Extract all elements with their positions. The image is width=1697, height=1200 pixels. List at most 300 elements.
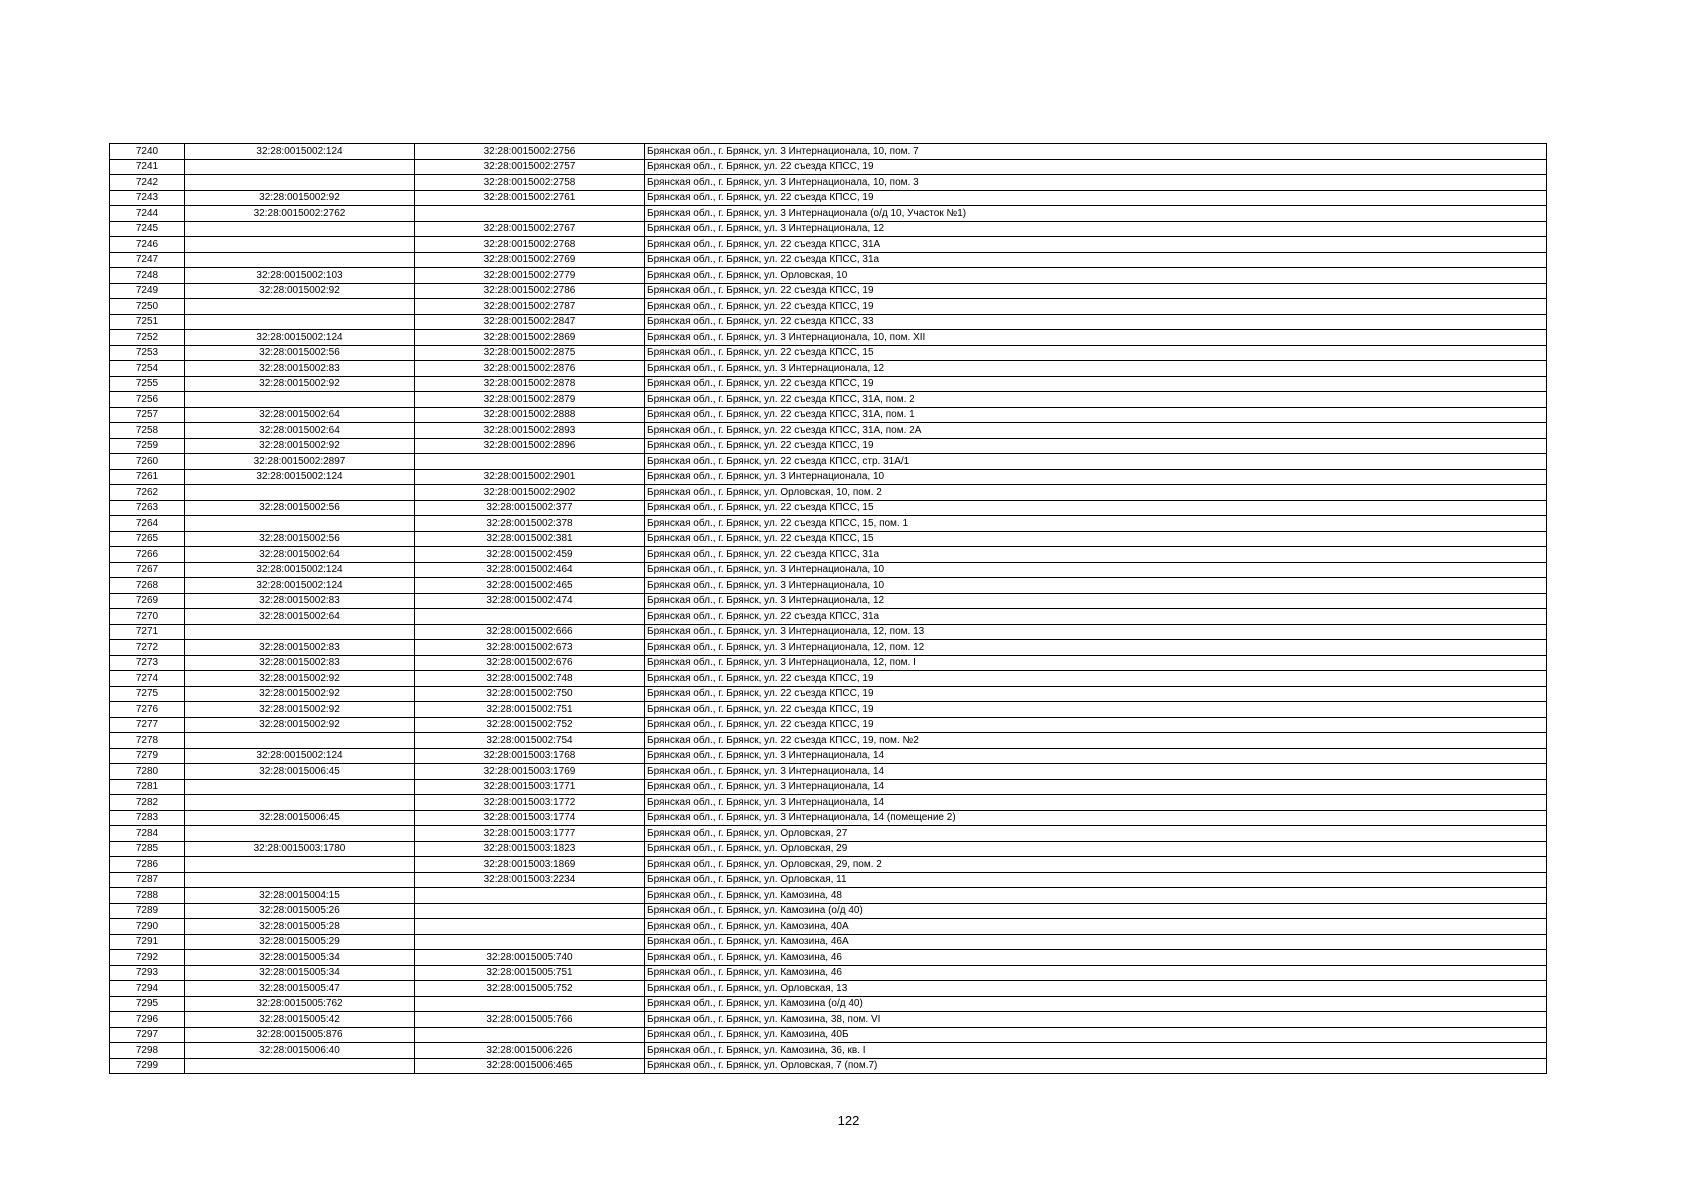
object-cadastral-number-cell: 32:28:0015002:2757 (415, 159, 645, 175)
record-number-cell: 7294 (110, 981, 185, 997)
table-row (110, 919, 1547, 935)
address-cell: Брянская обл., г. Брянск, ул. Орловская, 11 (645, 872, 1547, 888)
address-cell: Брянская обл., г. Брянск, ул. 3 Интернационала, 12, пом. 13 (645, 624, 1547, 640)
land-cadastral-number-cell: 32:28:0015002:56 (185, 500, 415, 516)
object-cadastral-number-cell (415, 934, 645, 950)
record-number-cell: 7281 (110, 779, 185, 795)
land-cadastral-number-cell: 32:28:0015002:124 (185, 144, 415, 160)
record-number-cell: 7269 (110, 593, 185, 609)
record-number-cell: 7242 (110, 175, 185, 191)
land-cadastral-number-cell (185, 237, 415, 253)
land-cadastral-number-cell: 32:28:0015002:92 (185, 702, 415, 718)
record-number-cell: 7284 (110, 826, 185, 842)
address-cell: Брянская обл., г. Брянск, ул. 22 съезда КПСС, 31А, пом. 2А (645, 423, 1547, 439)
object-cadastral-number-cell: 32:28:0015002:2756 (415, 144, 645, 160)
object-cadastral-number-cell: 32:28:0015002:464 (415, 562, 645, 578)
record-number-cell: 7270 (110, 609, 185, 625)
table-row (110, 655, 1547, 671)
land-cadastral-number-cell: 32:28:0015002:124 (185, 578, 415, 594)
object-cadastral-number-cell: 32:28:0015003:2234 (415, 872, 645, 888)
land-cadastral-number-cell (185, 826, 415, 842)
land-cadastral-number-cell: 32:28:0015003:1780 (185, 841, 415, 857)
page-number: 122 (837, 1113, 860, 1128)
address-cell: Брянская обл., г. Брянск, ул. 22 съезда КПСС, 19 (645, 686, 1547, 702)
address-cell: Брянская обл., г. Брянск, ул. Орловская, 27 (645, 826, 1547, 842)
table-row (110, 547, 1547, 563)
table-row (110, 981, 1547, 997)
address-cell: Брянская обл., г. Брянск, ул. 22 съезда КПСС, 31А (645, 237, 1547, 253)
address-cell: Брянская обл., г. Брянск, ул. 22 съезда КПСС, 19 (645, 376, 1547, 392)
address-cell: Брянская обл., г. Брянск, ул. Камозина (о/д 40) (645, 996, 1547, 1012)
record-number-cell: 7252 (110, 330, 185, 346)
record-number-cell: 7263 (110, 500, 185, 516)
table-row (110, 438, 1547, 454)
land-cadastral-number-cell: 32:28:0015005:762 (185, 996, 415, 1012)
record-number-cell: 7287 (110, 872, 185, 888)
object-cadastral-number-cell: 32:28:0015002:2758 (415, 175, 645, 191)
address-cell: Брянская обл., г. Брянск, ул. Орловская, 10 (645, 268, 1547, 284)
land-cadastral-number-cell: 32:28:0015002:92 (185, 717, 415, 733)
record-number-cell: 7247 (110, 252, 185, 268)
object-cadastral-number-cell: 32:28:0015002:748 (415, 671, 645, 687)
land-cadastral-number-cell: 32:28:0015002:56 (185, 531, 415, 547)
address-cell: Брянская обл., г. Брянск, ул. 22 съезда КПСС, 19, пом. №2 (645, 733, 1547, 749)
address-cell: Брянская обл., г. Брянск, ул. Камозина, 40Б (645, 1027, 1547, 1043)
land-cadastral-number-cell: 32:28:0015002:64 (185, 547, 415, 563)
table-row (110, 500, 1547, 516)
table-row (110, 221, 1547, 237)
record-number-cell: 7276 (110, 702, 185, 718)
land-cadastral-number-cell: 32:28:0015004:15 (185, 888, 415, 904)
record-number-cell: 7262 (110, 485, 185, 501)
address-cell: Брянская обл., г. Брянск, ул. Камозина, 38, пом. VI (645, 1012, 1547, 1028)
address-cell: Брянская обл., г. Брянск, ул. 3 Интернационала, 12 (645, 221, 1547, 237)
table-row (110, 671, 1547, 687)
object-cadastral-number-cell: 32:28:0015002:378 (415, 516, 645, 532)
record-number-cell: 7243 (110, 190, 185, 206)
record-number-cell: 7274 (110, 671, 185, 687)
record-number-cell: 7285 (110, 841, 185, 857)
address-cell: Брянская обл., г. Брянск, ул. 3 Интернационала (о/д 10, Участок №1) (645, 206, 1547, 222)
address-cell: Брянская обл., г. Брянск, ул. 3 Интернационала, 14 (645, 795, 1547, 811)
land-cadastral-number-cell: 32:28:0015002:92 (185, 686, 415, 702)
object-cadastral-number-cell (415, 888, 645, 904)
land-cadastral-number-cell (185, 516, 415, 532)
address-cell: Брянская обл., г. Брянск, ул. 3 Интернационала, 12 (645, 593, 1547, 609)
record-number-cell: 7266 (110, 547, 185, 563)
object-cadastral-number-cell: 32:28:0015002:2876 (415, 361, 645, 377)
table-row (110, 407, 1547, 423)
land-cadastral-number-cell (185, 795, 415, 811)
address-cell: Брянская обл., г. Брянск, ул. 22 съезда КПСС, 19 (645, 299, 1547, 315)
object-cadastral-number-cell: 32:28:0015002:666 (415, 624, 645, 640)
object-cadastral-number-cell: 32:28:0015002:459 (415, 547, 645, 563)
object-cadastral-number-cell: 32:28:0015002:2787 (415, 299, 645, 315)
object-cadastral-number-cell: 32:28:0015003:1823 (415, 841, 645, 857)
table-row (110, 609, 1547, 625)
record-number-cell: 7298 (110, 1043, 185, 1059)
land-cadastral-number-cell: 32:28:0015002:124 (185, 469, 415, 485)
object-cadastral-number-cell: 32:28:0015003:1771 (415, 779, 645, 795)
land-cadastral-number-cell (185, 314, 415, 330)
land-cadastral-number-cell: 32:28:0015002:56 (185, 345, 415, 361)
land-cadastral-number-cell: 32:28:0015002:103 (185, 268, 415, 284)
address-cell: Брянская обл., г. Брянск, ул. 3 Интернационала, 14 (645, 748, 1547, 764)
object-cadastral-number-cell: 32:28:0015003:1777 (415, 826, 645, 842)
land-cadastral-number-cell: 32:28:0015002:92 (185, 376, 415, 392)
table-row (110, 314, 1547, 330)
table-row (110, 764, 1547, 780)
object-cadastral-number-cell: 32:28:0015002:2761 (415, 190, 645, 206)
address-cell: Брянская обл., г. Брянск, ул. 22 съезда КПСС, 19 (645, 717, 1547, 733)
land-cadastral-number-cell: 32:28:0015002:64 (185, 609, 415, 625)
address-cell: Брянская обл., г. Брянск, ул. Орловская, 7 (пом.7) (645, 1058, 1547, 1074)
record-number-cell: 7244 (110, 206, 185, 222)
land-cadastral-number-cell: 32:28:0015002:124 (185, 748, 415, 764)
table-row (110, 454, 1547, 470)
address-cell: Брянская обл., г. Брянск, ул. 3 Интернационала, 14 (645, 779, 1547, 795)
table-row (110, 1058, 1547, 1074)
address-cell: Брянская обл., г. Брянск, ул. 3 Интернационала, 10, пом. XII (645, 330, 1547, 346)
table-row (110, 392, 1547, 408)
record-number-cell: 7254 (110, 361, 185, 377)
table-row (110, 872, 1547, 888)
address-cell: Брянская обл., г. Брянск, ул. 22 съезда КПСС, 15 (645, 345, 1547, 361)
table-row (110, 857, 1547, 873)
address-cell: Брянская обл., г. Брянск, ул. 3 Интернационала, 10, пом. 7 (645, 144, 1547, 160)
table-row (110, 779, 1547, 795)
record-number-cell: 7267 (110, 562, 185, 578)
address-cell: Брянская обл., г. Брянск, ул. Камозина, 36, кв. I (645, 1043, 1547, 1059)
table-row (110, 423, 1547, 439)
address-cell: Брянская обл., г. Брянск, ул. 3 Интернационала, 12 (645, 361, 1547, 377)
object-cadastral-number-cell: 32:28:0015002:381 (415, 531, 645, 547)
land-cadastral-number-cell: 32:28:0015006:45 (185, 810, 415, 826)
land-cadastral-number-cell: 32:28:0015002:83 (185, 655, 415, 671)
address-cell: Брянская обл., г. Брянск, ул. 3 Интернационала, 10 (645, 469, 1547, 485)
table-row (110, 1027, 1547, 1043)
address-cell: Брянская обл., г. Брянск, ул. Камозина, 48 (645, 888, 1547, 904)
record-number-cell: 7240 (110, 144, 185, 160)
land-cadastral-number-cell: 32:28:0015002:83 (185, 593, 415, 609)
land-cadastral-number-cell (185, 733, 415, 749)
land-cadastral-number-cell (185, 175, 415, 191)
table-row (110, 888, 1547, 904)
record-number-cell: 7288 (110, 888, 185, 904)
object-cadastral-number-cell (415, 454, 645, 470)
land-cadastral-number-cell (185, 485, 415, 501)
object-cadastral-number-cell: 32:28:0015003:1768 (415, 748, 645, 764)
record-number-cell: 7290 (110, 919, 185, 935)
table-row (110, 717, 1547, 733)
object-cadastral-number-cell: 32:28:0015002:474 (415, 593, 645, 609)
record-number-cell: 7299 (110, 1058, 185, 1074)
record-number-cell: 7272 (110, 640, 185, 656)
record-number-cell: 7248 (110, 268, 185, 284)
land-cadastral-number-cell: 32:28:0015006:45 (185, 764, 415, 780)
address-cell: Брянская обл., г. Брянск, ул. Камозина (о/д 40) (645, 903, 1547, 919)
record-number-cell: 7259 (110, 438, 185, 454)
object-cadastral-number-cell: 32:28:0015002:2893 (415, 423, 645, 439)
object-cadastral-number-cell: 32:28:0015005:752 (415, 981, 645, 997)
table-row (110, 996, 1547, 1012)
address-cell: Брянская обл., г. Брянск, ул. 3 Интернационала, 10 (645, 578, 1547, 594)
object-cadastral-number-cell: 32:28:0015002:2767 (415, 221, 645, 237)
record-number-cell: 7278 (110, 733, 185, 749)
table-row (110, 175, 1547, 191)
land-cadastral-number-cell: 32:28:0015002:83 (185, 640, 415, 656)
address-cell: Брянская обл., г. Брянск, ул. 3 Интернационала, 12, пом. I (645, 655, 1547, 671)
record-number-cell: 7280 (110, 764, 185, 780)
address-cell: Брянская обл., г. Брянск, ул. 22 съезда КПСС, 19 (645, 159, 1547, 175)
object-cadastral-number-cell (415, 1027, 645, 1043)
address-cell: Брянская обл., г. Брянск, ул. 3 Интернационала, 12, пом. 12 (645, 640, 1547, 656)
record-number-cell: 7297 (110, 1027, 185, 1043)
object-cadastral-number-cell: 32:28:0015002:2786 (415, 283, 645, 299)
address-cell: Брянская обл., г. Брянск, ул. 3 Интернационала, 10, пом. 3 (645, 175, 1547, 191)
object-cadastral-number-cell: 32:28:0015002:2878 (415, 376, 645, 392)
address-cell: Брянская обл., г. Брянск, ул. 22 съезда КПСС, 31а (645, 609, 1547, 625)
table-row (110, 376, 1547, 392)
land-cadastral-number-cell: 32:28:0015005:26 (185, 903, 415, 919)
table-row (110, 469, 1547, 485)
record-number-cell: 7245 (110, 221, 185, 237)
table-row (110, 330, 1547, 346)
object-cadastral-number-cell (415, 206, 645, 222)
land-cadastral-number-cell: 32:28:0015005:47 (185, 981, 415, 997)
object-cadastral-number-cell: 32:28:0015002:2869 (415, 330, 645, 346)
object-cadastral-number-cell: 32:28:0015003:1769 (415, 764, 645, 780)
address-cell: Брянская обл., г. Брянск, ул. 22 съезда КПСС, 19 (645, 283, 1547, 299)
land-cadastral-number-cell (185, 159, 415, 175)
address-cell: Брянская обл., г. Брянск, ул. 3 Интернационала, 14 (645, 764, 1547, 780)
land-cadastral-number-cell: 32:28:0015005:28 (185, 919, 415, 935)
record-number-cell: 7260 (110, 454, 185, 470)
record-number-cell: 7277 (110, 717, 185, 733)
object-cadastral-number-cell: 32:28:0015002:2768 (415, 237, 645, 253)
land-cadastral-number-cell: 32:28:0015005:34 (185, 965, 415, 981)
address-cell: Брянская обл., г. Брянск, ул. Орловская, 13 (645, 981, 1547, 997)
address-cell: Брянская обл., г. Брянск, ул. Камозина, 46 (645, 950, 1547, 966)
table-row (110, 702, 1547, 718)
address-cell: Брянская обл., г. Брянск, ул. 22 съезда КПСС, 31А, пом. 1 (645, 407, 1547, 423)
record-number-cell: 7264 (110, 516, 185, 532)
record-number-cell: 7296 (110, 1012, 185, 1028)
object-cadastral-number-cell: 32:28:0015003:1774 (415, 810, 645, 826)
record-number-cell: 7250 (110, 299, 185, 315)
object-cadastral-number-cell: 32:28:0015002:752 (415, 717, 645, 733)
land-cadastral-number-cell: 32:28:0015005:876 (185, 1027, 415, 1043)
record-number-cell: 7241 (110, 159, 185, 175)
address-cell: Брянская обл., г. Брянск, ул. 22 съезда КПСС, 19 (645, 438, 1547, 454)
object-cadastral-number-cell (415, 609, 645, 625)
records-table (109, 143, 1547, 1074)
object-cadastral-number-cell: 32:28:0015002:2896 (415, 438, 645, 454)
address-cell: Брянская обл., г. Брянск, ул. 3 Интернационала, 14 (помещение 2) (645, 810, 1547, 826)
land-cadastral-number-cell: 32:28:0015005:29 (185, 934, 415, 950)
object-cadastral-number-cell: 32:28:0015002:673 (415, 640, 645, 656)
record-number-cell: 7293 (110, 965, 185, 981)
address-cell: Брянская обл., г. Брянск, ул. 22 съезда КПСС, 19 (645, 702, 1547, 718)
object-cadastral-number-cell: 32:28:0015006:226 (415, 1043, 645, 1059)
table-row (110, 206, 1547, 222)
address-cell: Брянская обл., г. Брянск, ул. Камозина, 46А (645, 934, 1547, 950)
object-cadastral-number-cell: 32:28:0015003:1772 (415, 795, 645, 811)
land-cadastral-number-cell: 32:28:0015002:92 (185, 190, 415, 206)
object-cadastral-number-cell: 32:28:0015002:2902 (415, 485, 645, 501)
address-cell: Брянская обл., г. Брянск, ул. Камозина, 46 (645, 965, 1547, 981)
land-cadastral-number-cell: 32:28:0015002:83 (185, 361, 415, 377)
object-cadastral-number-cell (415, 903, 645, 919)
address-cell: Брянская обл., г. Брянск, ул. Орловская, 29 (645, 841, 1547, 857)
object-cadastral-number-cell: 32:28:0015002:750 (415, 686, 645, 702)
record-number-cell: 7282 (110, 795, 185, 811)
land-cadastral-number-cell: 32:28:0015006:40 (185, 1043, 415, 1059)
object-cadastral-number-cell: 32:28:0015005:740 (415, 950, 645, 966)
address-cell: Брянская обл., г. Брянск, ул. 22 съезда КПСС, 15, пом. 1 (645, 516, 1547, 532)
object-cadastral-number-cell: 32:28:0015005:751 (415, 965, 645, 981)
land-cadastral-number-cell: 32:28:0015002:92 (185, 438, 415, 454)
table-row (110, 578, 1547, 594)
table-row (110, 934, 1547, 950)
table-row (110, 950, 1547, 966)
record-number-cell: 7268 (110, 578, 185, 594)
object-cadastral-number-cell: 32:28:0015006:465 (415, 1058, 645, 1074)
land-cadastral-number-cell: 32:28:0015002:92 (185, 283, 415, 299)
object-cadastral-number-cell: 32:28:0015005:766 (415, 1012, 645, 1028)
table-row (110, 903, 1547, 919)
table-row (110, 252, 1547, 268)
land-cadastral-number-cell (185, 872, 415, 888)
table-row (110, 841, 1547, 857)
table-row (110, 268, 1547, 284)
record-number-cell: 7256 (110, 392, 185, 408)
address-cell: Брянская обл., г. Брянск, ул. Орловская, 10, пом. 2 (645, 485, 1547, 501)
land-cadastral-number-cell (185, 857, 415, 873)
table-row (110, 1043, 1547, 1059)
address-cell: Брянская обл., г. Брянск, ул. Орловская, 29, пом. 2 (645, 857, 1547, 873)
land-cadastral-number-cell: 32:28:0015002:64 (185, 423, 415, 439)
land-cadastral-number-cell (185, 624, 415, 640)
record-number-cell: 7295 (110, 996, 185, 1012)
table-row (110, 283, 1547, 299)
object-cadastral-number-cell: 32:28:0015002:2769 (415, 252, 645, 268)
land-cadastral-number-cell: 32:28:0015002:2897 (185, 454, 415, 470)
object-cadastral-number-cell: 32:28:0015002:676 (415, 655, 645, 671)
table-row (110, 810, 1547, 826)
table-row (110, 624, 1547, 640)
land-cadastral-number-cell: 32:28:0015002:2762 (185, 206, 415, 222)
table-row (110, 826, 1547, 842)
table-row (110, 190, 1547, 206)
table-row (110, 159, 1547, 175)
table-row (110, 748, 1547, 764)
table-row (110, 531, 1547, 547)
object-cadastral-number-cell: 32:28:0015002:2888 (415, 407, 645, 423)
address-cell: Брянская обл., г. Брянск, ул. 22 съезда КПСС, 19 (645, 190, 1547, 206)
land-cadastral-number-cell (185, 299, 415, 315)
object-cadastral-number-cell: 32:28:0015002:2901 (415, 469, 645, 485)
table-row (110, 593, 1547, 609)
record-number-cell: 7271 (110, 624, 185, 640)
object-cadastral-number-cell: 32:28:0015002:377 (415, 500, 645, 516)
object-cadastral-number-cell: 32:28:0015002:2847 (415, 314, 645, 330)
table-row (110, 1012, 1547, 1028)
record-number-cell: 7246 (110, 237, 185, 253)
record-number-cell: 7291 (110, 934, 185, 950)
address-cell: Брянская обл., г. Брянск, ул. Камозина, 40А (645, 919, 1547, 935)
land-cadastral-number-cell (185, 221, 415, 237)
table-row (110, 733, 1547, 749)
record-number-cell: 7286 (110, 857, 185, 873)
record-number-cell: 7279 (110, 748, 185, 764)
address-cell: Брянская обл., г. Брянск, ул. 22 съезда КПСС, 31А, пом. 2 (645, 392, 1547, 408)
record-number-cell: 7257 (110, 407, 185, 423)
land-cadastral-number-cell (185, 392, 415, 408)
table-row (110, 516, 1547, 532)
table-row (110, 237, 1547, 253)
record-number-cell: 7261 (110, 469, 185, 485)
object-cadastral-number-cell: 32:28:0015002:465 (415, 578, 645, 594)
table-row (110, 345, 1547, 361)
land-cadastral-number-cell: 32:28:0015002:92 (185, 671, 415, 687)
table-row (110, 361, 1547, 377)
address-cell: Брянская обл., г. Брянск, ул. 22 съезда КПСС, 15 (645, 531, 1547, 547)
object-cadastral-number-cell: 32:28:0015002:751 (415, 702, 645, 718)
land-cadastral-number-cell: 32:28:0015002:64 (185, 407, 415, 423)
records-table-body (110, 144, 1547, 1074)
table-row (110, 965, 1547, 981)
address-cell: Брянская обл., г. Брянск, ул. 22 съезда КПСС, 19 (645, 671, 1547, 687)
record-number-cell: 7251 (110, 314, 185, 330)
record-number-cell: 7283 (110, 810, 185, 826)
table-row (110, 562, 1547, 578)
record-number-cell: 7289 (110, 903, 185, 919)
table-row (110, 795, 1547, 811)
object-cadastral-number-cell (415, 996, 645, 1012)
object-cadastral-number-cell: 32:28:0015002:2779 (415, 268, 645, 284)
record-number-cell: 7255 (110, 376, 185, 392)
record-number-cell: 7249 (110, 283, 185, 299)
land-cadastral-number-cell (185, 1058, 415, 1074)
table-row (110, 144, 1547, 160)
address-cell: Брянская обл., г. Брянск, ул. 3 Интернационала, 10 (645, 562, 1547, 578)
object-cadastral-number-cell: 32:28:0015003:1869 (415, 857, 645, 873)
object-cadastral-number-cell: 32:28:0015002:2875 (415, 345, 645, 361)
table-row (110, 485, 1547, 501)
record-number-cell: 7292 (110, 950, 185, 966)
land-cadastral-number-cell (185, 252, 415, 268)
land-cadastral-number-cell: 32:28:0015002:124 (185, 330, 415, 346)
land-cadastral-number-cell: 32:28:0015005:34 (185, 950, 415, 966)
object-cadastral-number-cell: 32:28:0015002:2879 (415, 392, 645, 408)
land-cadastral-number-cell: 32:28:0015005:42 (185, 1012, 415, 1028)
address-cell: Брянская обл., г. Брянск, ул. 22 съезда КПСС, 33 (645, 314, 1547, 330)
object-cadastral-number-cell: 32:28:0015002:754 (415, 733, 645, 749)
land-cadastral-number-cell (185, 779, 415, 795)
address-cell: Брянская обл., г. Брянск, ул. 22 съезда КПСС, 31а (645, 547, 1547, 563)
object-cadastral-number-cell (415, 919, 645, 935)
record-number-cell: 7275 (110, 686, 185, 702)
record-number-cell: 7273 (110, 655, 185, 671)
land-cadastral-number-cell: 32:28:0015002:124 (185, 562, 415, 578)
address-cell: Брянская обл., г. Брянск, ул. 22 съезда КПСС, 31а (645, 252, 1547, 268)
table-row (110, 299, 1547, 315)
record-number-cell: 7258 (110, 423, 185, 439)
address-cell: Брянская обл., г. Брянск, ул. 22 съезда КПСС, 15 (645, 500, 1547, 516)
table-row (110, 640, 1547, 656)
table-row (110, 686, 1547, 702)
